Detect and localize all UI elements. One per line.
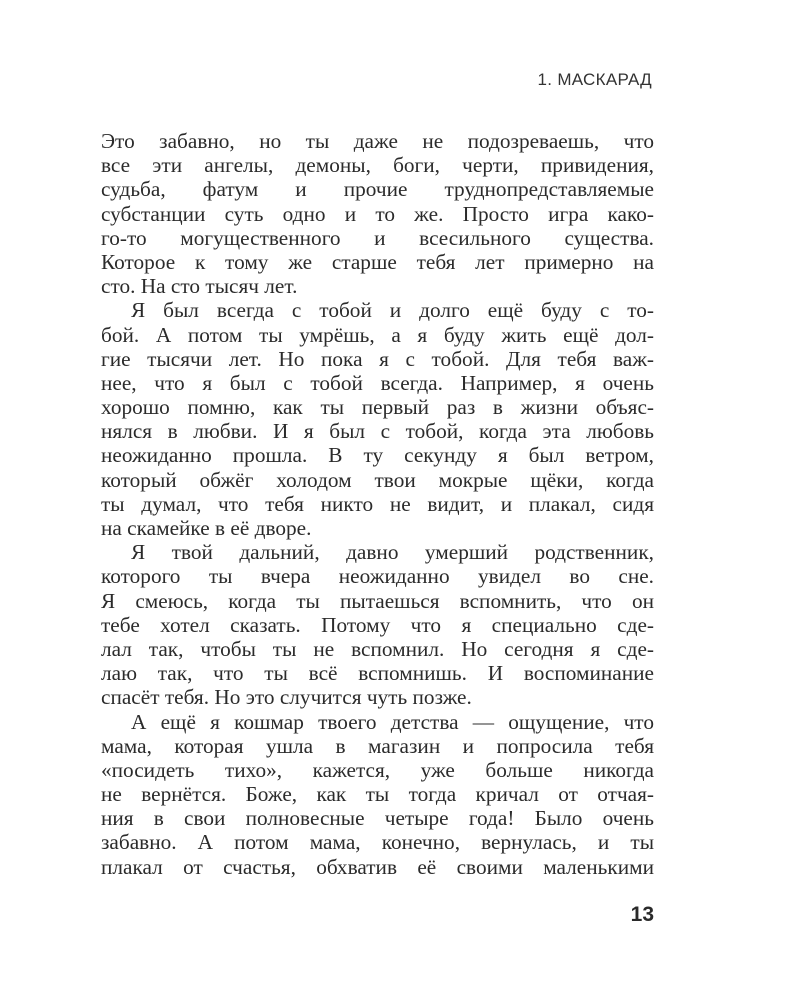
text-line: лаю так, что ты всё вспомнишь. И воспоминание — [101, 661, 654, 686]
text-line: гие тысячи лет. Но пока я с тобой. Для тебя важ- — [101, 346, 654, 371]
text-line: Это забавно, но ты даже не подозреваешь, что — [101, 129, 654, 153]
text-line: неожиданно прошла. В ту секунду я был ветром, — [101, 443, 654, 468]
text-line: «посидеть тихо», кажется, уже больше никогда — [101, 757, 654, 782]
text-line: А ещё я кошмар твоего детства — ощущение, что — [131, 709, 654, 734]
text-line: нее, что я был с тобой всегда. Например, я очень — [101, 370, 654, 395]
text-line: Я смеюсь, когда ты пытаешься вспомнить, что он — [101, 588, 654, 613]
text-line: ния в свои полновесные четыре года! Было очень — [101, 806, 654, 831]
text-line: Я был всегда с тобой и долго ещё буду с то- — [131, 298, 654, 323]
text-line: спасёт тебя. Но это случится чуть позже. — [101, 685, 472, 710]
text-line: которого ты вчера неожиданно увидел во сне. — [101, 564, 654, 589]
text-line: забавно. А потом мама, конечно, вернулась, и ты — [101, 830, 654, 855]
page-number: 13 — [630, 903, 654, 926]
text-line: который обжёг холодом твои мокрые щёки, когда — [101, 467, 654, 492]
text-line: не вернётся. Боже, как ты тогда кричал от отчая- — [101, 782, 654, 807]
text-line: субстанции суть одно и то же. Просто игра како- — [101, 201, 654, 226]
text-line: бой. А потом ты умрёшь, а я буду жить ещё дол- — [101, 322, 654, 347]
text-line: го-то могущественного и всесильного существа. — [101, 225, 654, 250]
text-line: ты думал, что тебя никто не видит, и плакал, сидя — [101, 491, 654, 516]
text-line: все эти ангелы, демоны, боги, черти, привидения, — [101, 153, 654, 178]
running-head-title: 1. МАСКАРАД — [537, 70, 652, 89]
text-line: Я твой дальний, давно умерший родственник, — [131, 540, 654, 565]
text-line: плакал от счастья, обхватив её своими маленькими — [101, 854, 654, 879]
text-line: нялся в любви. И я был с тобой, когда эта любовь — [101, 419, 654, 444]
text-line: хорошо помню, как ты первый раз в жизни объяс- — [101, 395, 654, 420]
text-line: на скамейке в её дворе. — [101, 516, 312, 540]
text-line: Которое к тому же старше тебя лет примерно на — [101, 249, 654, 274]
text-line: мама, которая ушла в магазин и попросила тебя — [101, 733, 654, 758]
text-line: сто. На сто тысяч лет. — [101, 274, 298, 299]
text-line: судьба, фатум и прочие труднопредставляемые — [101, 177, 654, 202]
text-line: тебе хотел сказать. Потому что я специально сде- — [101, 612, 654, 637]
body-text — [101, 129, 654, 879]
text-line: лал так, чтобы ты не вспомнил. Но сегодня я сде- — [101, 636, 654, 661]
